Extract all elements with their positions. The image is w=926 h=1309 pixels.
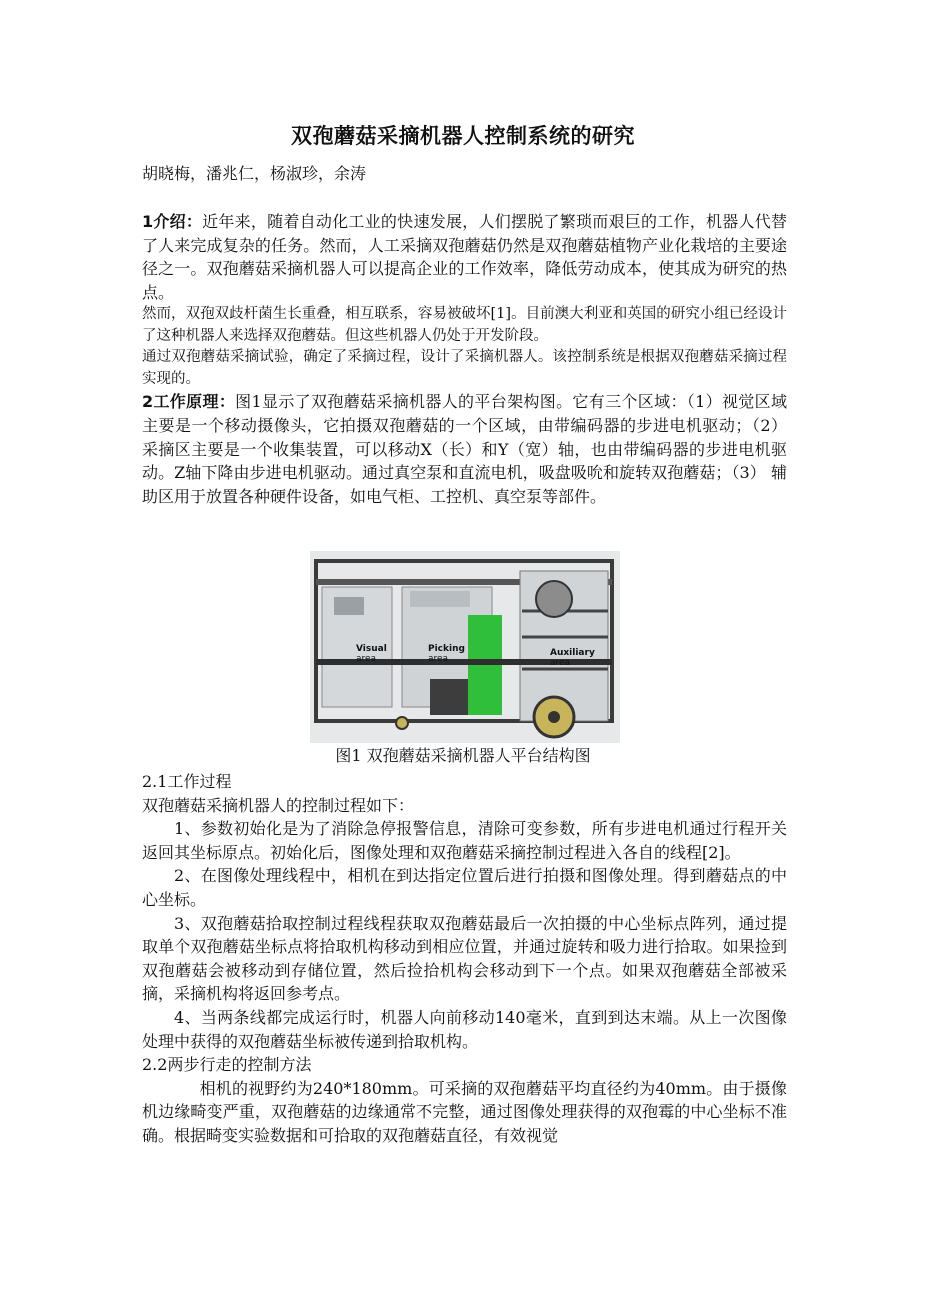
section-2-1-intro: 双孢蘑菇采摘机器人的控制过程如下： [142,795,415,815]
label-auxiliary-line2: area [550,658,571,668]
picking-mechanism [410,591,470,607]
intro-paragraph-2: 然而，双孢双歧杆菌生长重叠，相互联系，容易被破坏[1]。目前澳大利亚和英国的研究小组已经设计了这种机器人来选择双孢蘑菇。但这些机器人仍处于开发阶段。 [142,306,787,344]
section-introduction [142,210,787,508]
section-2-1 [142,770,787,1148]
label-picking-line1: Picking [428,644,465,654]
section-2-1-heading: 2.1工作过程 [142,772,232,791]
section-2-2-heading: 2.2两步行走的控制方法 [142,1055,312,1075]
collection-box [430,679,470,715]
figure-caption: 图1 双孢蘑菇采摘机器人平台结构图 [335,746,591,765]
section-2-2-paragraph: 相机的视野约为240*180mm。可采摘的双孢蘑菇平均直径约为40mm。由于摄像机边缘畸变严重，双孢蘑菇的边缘通常不完整，通过图像处理获得的双孢霉的中心坐标不准确。根据畸变实验数据和可拾取的双孢蘑菇直径，有效视觉 [142,1078,787,1145]
intro-text-1: 近年来，随着自动化工业的快速发展，人们摆脱了繁琐而艰巨的工作，机器人代替了人来完成复杂的任务。然而，人工采摘双孢蘑菇仍然是双孢蘑菇植物产业化栽培的主要途径之一。双孢蘑菇采摘机器人可以提高企业的工作效率，降低劳动成本，使其成为研究的热点。 [142,212,787,302]
caster-wheel [396,717,408,729]
intro-heading: 1介绍： [142,212,203,231]
principle-paragraph [142,390,787,508]
process-step-2: 2、在图像处理线程中，相机在到达指定位置后进行拍摄和图像处理。得到蘑菇点的中心坐标。 [142,866,787,909]
process-step-1: 1、参数初始化是为了消除急停报警信息，清除可变参数，所有步进电机通过行程开关返回其坐标原点。初始化后，图像处理和双孢蘑菇采摘控制过程进入各自的线程[2]。 [142,819,787,862]
camera-unit [334,597,364,615]
process-step-4: 4、当两条线都完成运行时，机器人向前移动140毫米，直到到达末端。从上一次图像处理中获得的双孢蘑菇坐标被传递到拾取机构。 [142,1007,787,1051]
upper-wheel [536,581,572,617]
process-step-3: 3、双孢蘑菇拾取控制过程线程获取双孢蘑菇最后一次拍摄的中心坐标点阵列，通过提取单个双孢蘑菇坐标点将拾取机构移动到相应位置，并通过旋转和吸力进行拾取。如果捡到双孢蘑菇会被移动到存储位置，然后捡拾机构会移动到下一个点。如果双孢蘑菇全部被采摘，采摘机构将返回参考点。 [142,913,787,1004]
principle-heading: 2工作原理： [142,392,236,412]
label-visual-line2: area [356,654,377,664]
intro-paragraph-3: 通过双孢蘑菇采摘试验，确定了采摘过程，设计了采摘机器人。该控制系统是根据双孢蘑菇采摘过程实现的。 [142,349,787,387]
label-picking-line2: area [428,654,449,664]
drive-wheel-hub [548,711,560,723]
principle-text: 图1显示了双孢蘑菇采摘机器人的平台架构图。它有三个区域：（1）视觉区域主要是一个移动摄像头，它拍摄双孢蘑菇的一个区域，由带编码器的步进电机驱动；（2） 采摘区主要是一个收集装置，可以移动X（长）和Y（宽）轴，也由带编码器的步进电机驱动。Z轴下降由步进电机驱动。通过真空泵和直流电机，吸盘吸吮和旋转双孢蘑菇；（3） 辅助区用于放置各种硬件设备，如电气柜、工控机、真空泵等部件。 [142,392,787,506]
figure-robot-platform [310,551,620,743]
paper-title: 双孢蘑菇采摘机器人控制系统的研究 [291,124,635,148]
author-list: 胡晓梅，潘兆仁，杨淑珍，余涛 [142,164,367,183]
intro-paragraph-1 [142,210,787,304]
label-visual-line1: Visual [356,644,387,654]
label-auxiliary-line1: Auxiliary [550,648,595,658]
